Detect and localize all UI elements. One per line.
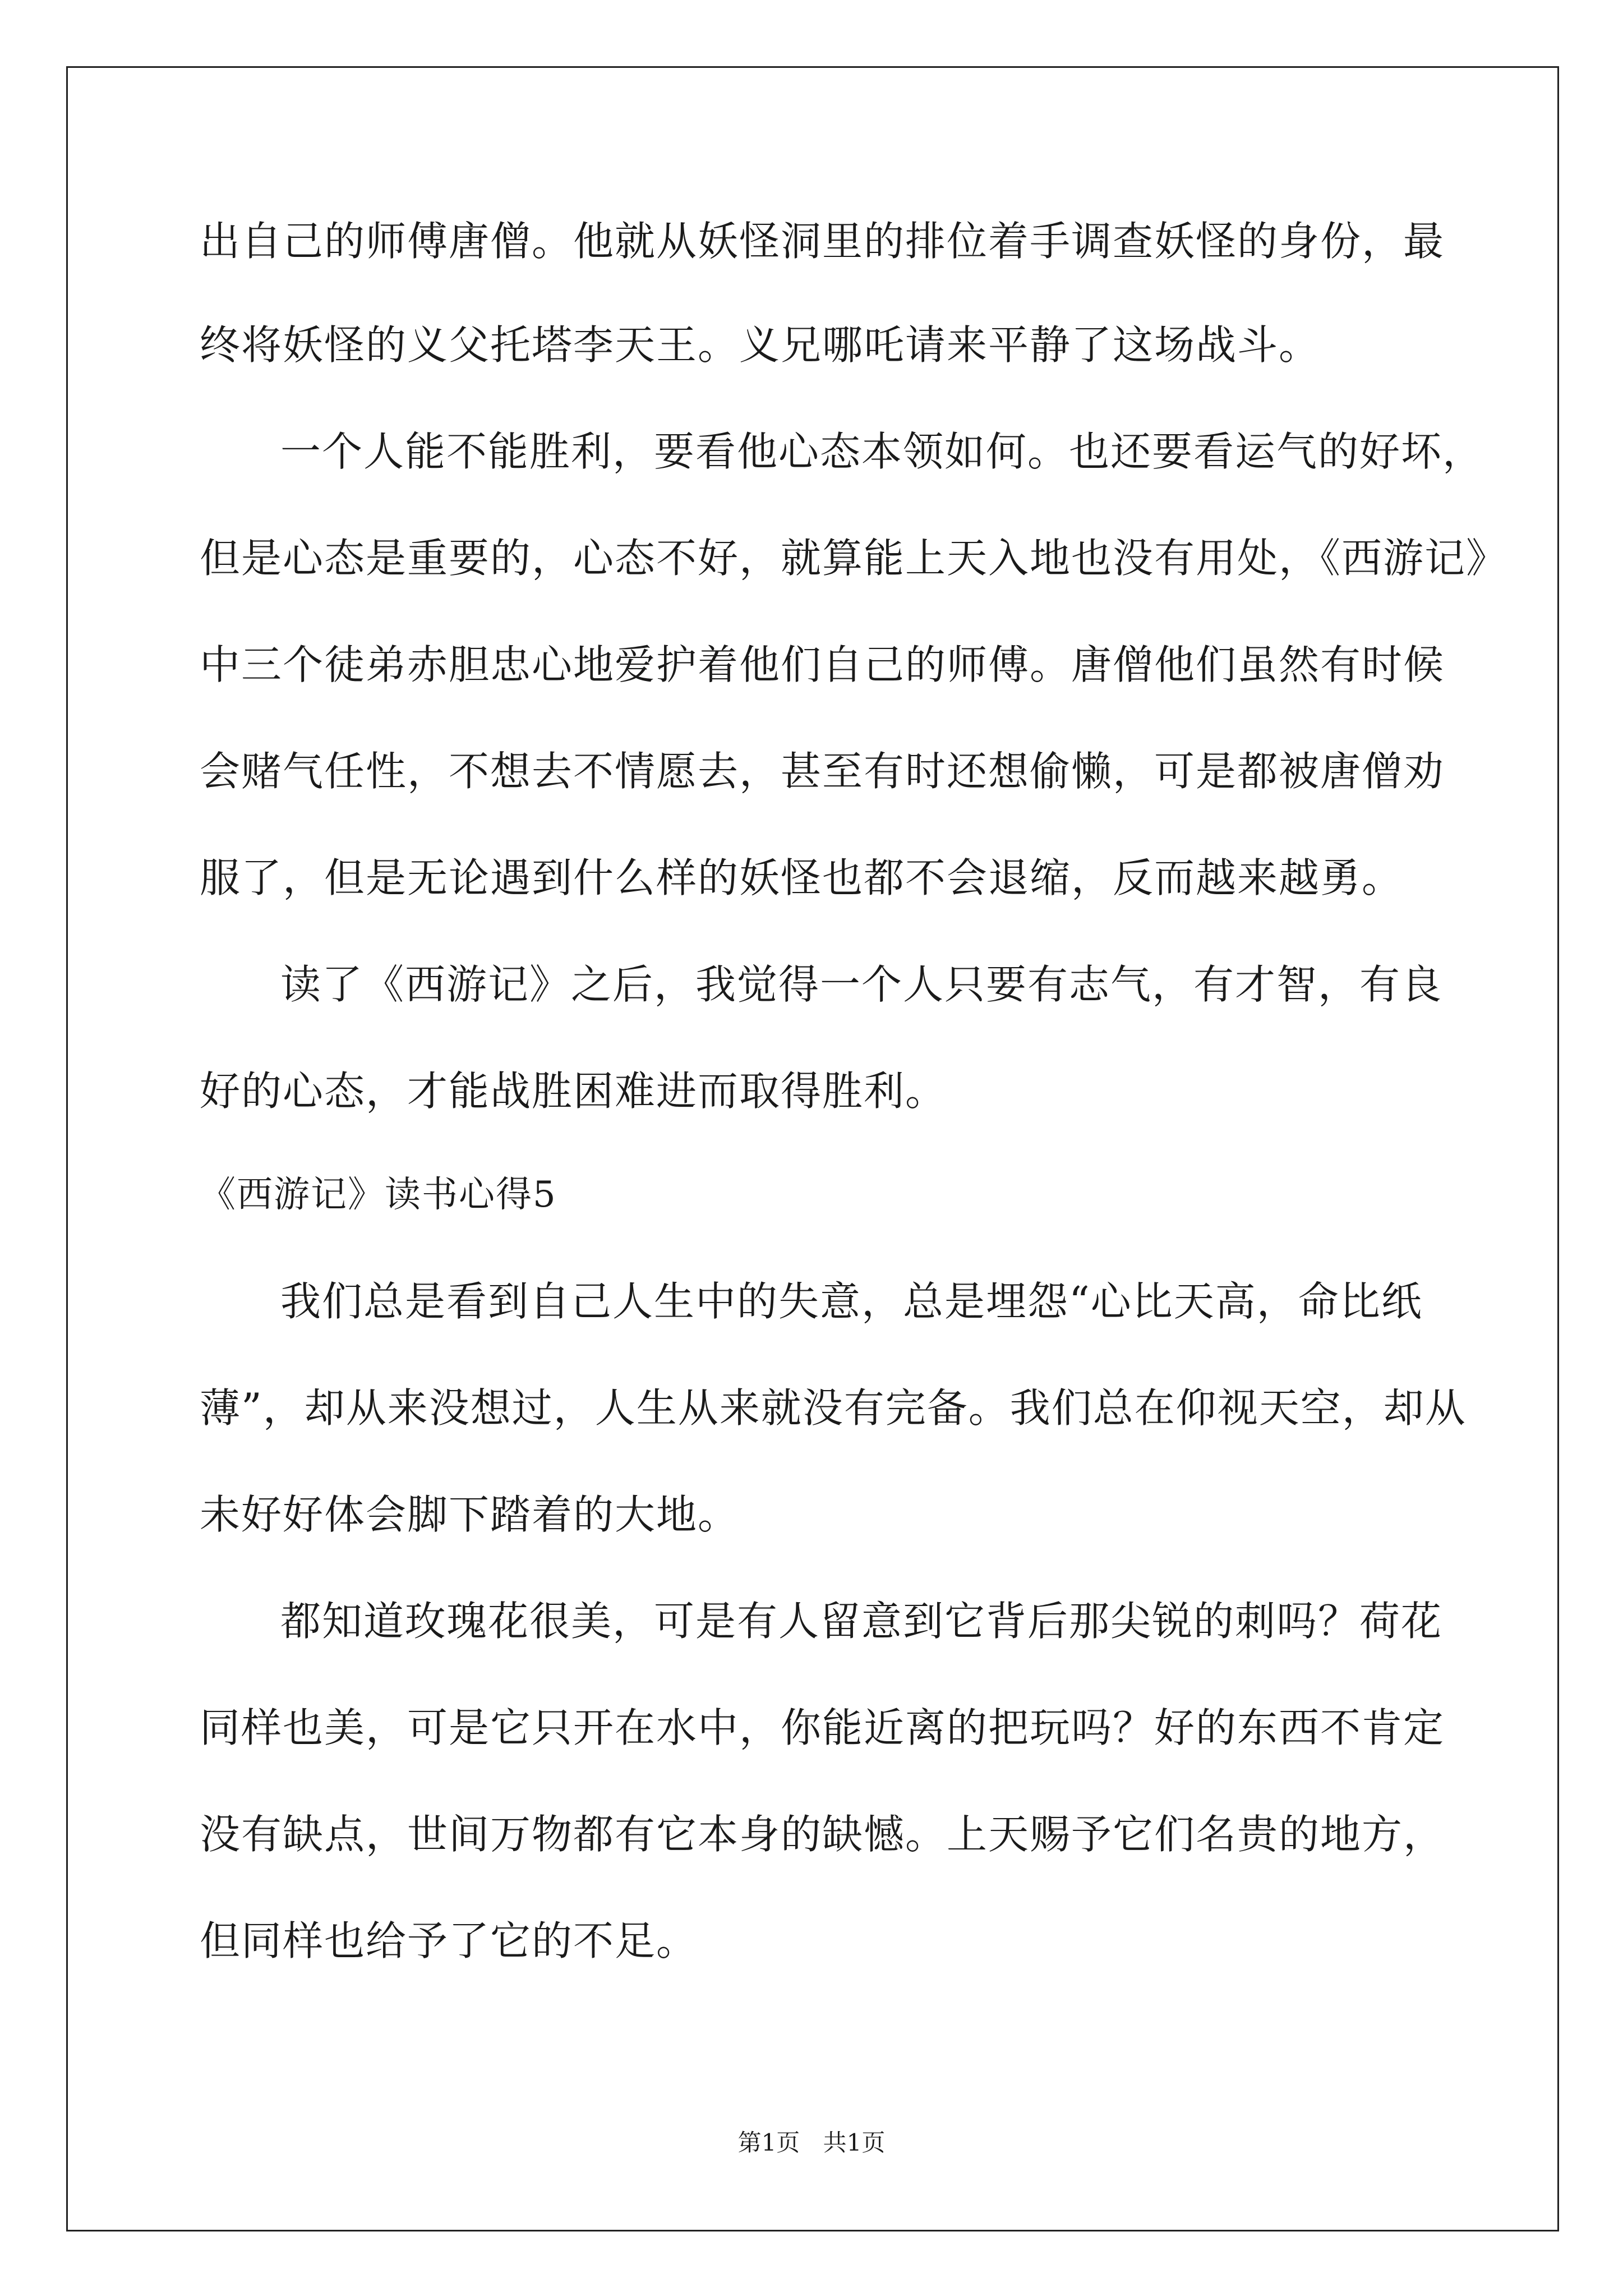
page-total: 共1页	[823, 2129, 886, 2156]
section-title: 《西游记》读书心得5	[200, 1174, 557, 1216]
paragraph-line: 服了，但是无论遇到什么样的妖怪也都不会退缩，反而越来越勇。	[200, 854, 1404, 901]
page-number: 第1页	[737, 2129, 800, 2156]
paragraph-line: 好的心态，才能战胜困难进而取得胜利。	[200, 1068, 947, 1115]
paragraph-line: 但是心态是重要的，心态不好，就算能上天入地也没有用处，《西游记》	[200, 535, 1508, 582]
paragraph-line: 我们总是看到自己人生中的失意，总是埋怨“心比天高，命比纸	[280, 1278, 1423, 1325]
paragraph-line: 都知道玫瑰花很美，可是有人留意到它背后那尖锐的刺吗？荷花	[280, 1598, 1443, 1645]
paragraph-line: 会赌气任性，不想去不情愿去，甚至有时还想偷懒，可是都被唐僧劝	[200, 748, 1445, 795]
paragraph-line: 一个人能不能胜利，要看他心态本领如何。也还要看运气的好坏，	[280, 428, 1484, 475]
paragraph-line: 出自己的师傅唐僧。他就从妖怪洞里的排位着手调查妖怪的身份，最	[200, 218, 1445, 265]
paragraph-line: 没有缺点，世间万物都有它本身的缺憾。上天赐予它们名贵的地方，	[200, 1811, 1445, 1858]
paragraph-line: 未好好体会脚下踏着的大地。	[200, 1491, 740, 1538]
paragraph-line: 读了《西游记》之后，我觉得一个人只要有志气，有才智，有良	[280, 961, 1443, 1008]
paragraph-line: 终将妖怪的义父托塔李天王。义兄哪吒请来平静了这场战斗。	[200, 321, 1321, 369]
paragraph-line: 同样也美，可是它只开在水中，你能近离的把玩吗？好的东西不肯定	[200, 1704, 1445, 1751]
page-border	[66, 66, 1559, 2231]
paragraph-line: 中三个徒弟赤胆忠心地爱护着他们自己的师傅。唐僧他们虽然有时候	[200, 641, 1445, 688]
page-footer	[0, 2126, 1623, 2160]
paragraph-line: 但同样也给予了它的不足。	[200, 1917, 698, 1964]
paragraph-line: 薄”，却从来没想过，人生从来就没有完备。我们总在仰视天空，却从	[200, 1384, 1467, 1432]
